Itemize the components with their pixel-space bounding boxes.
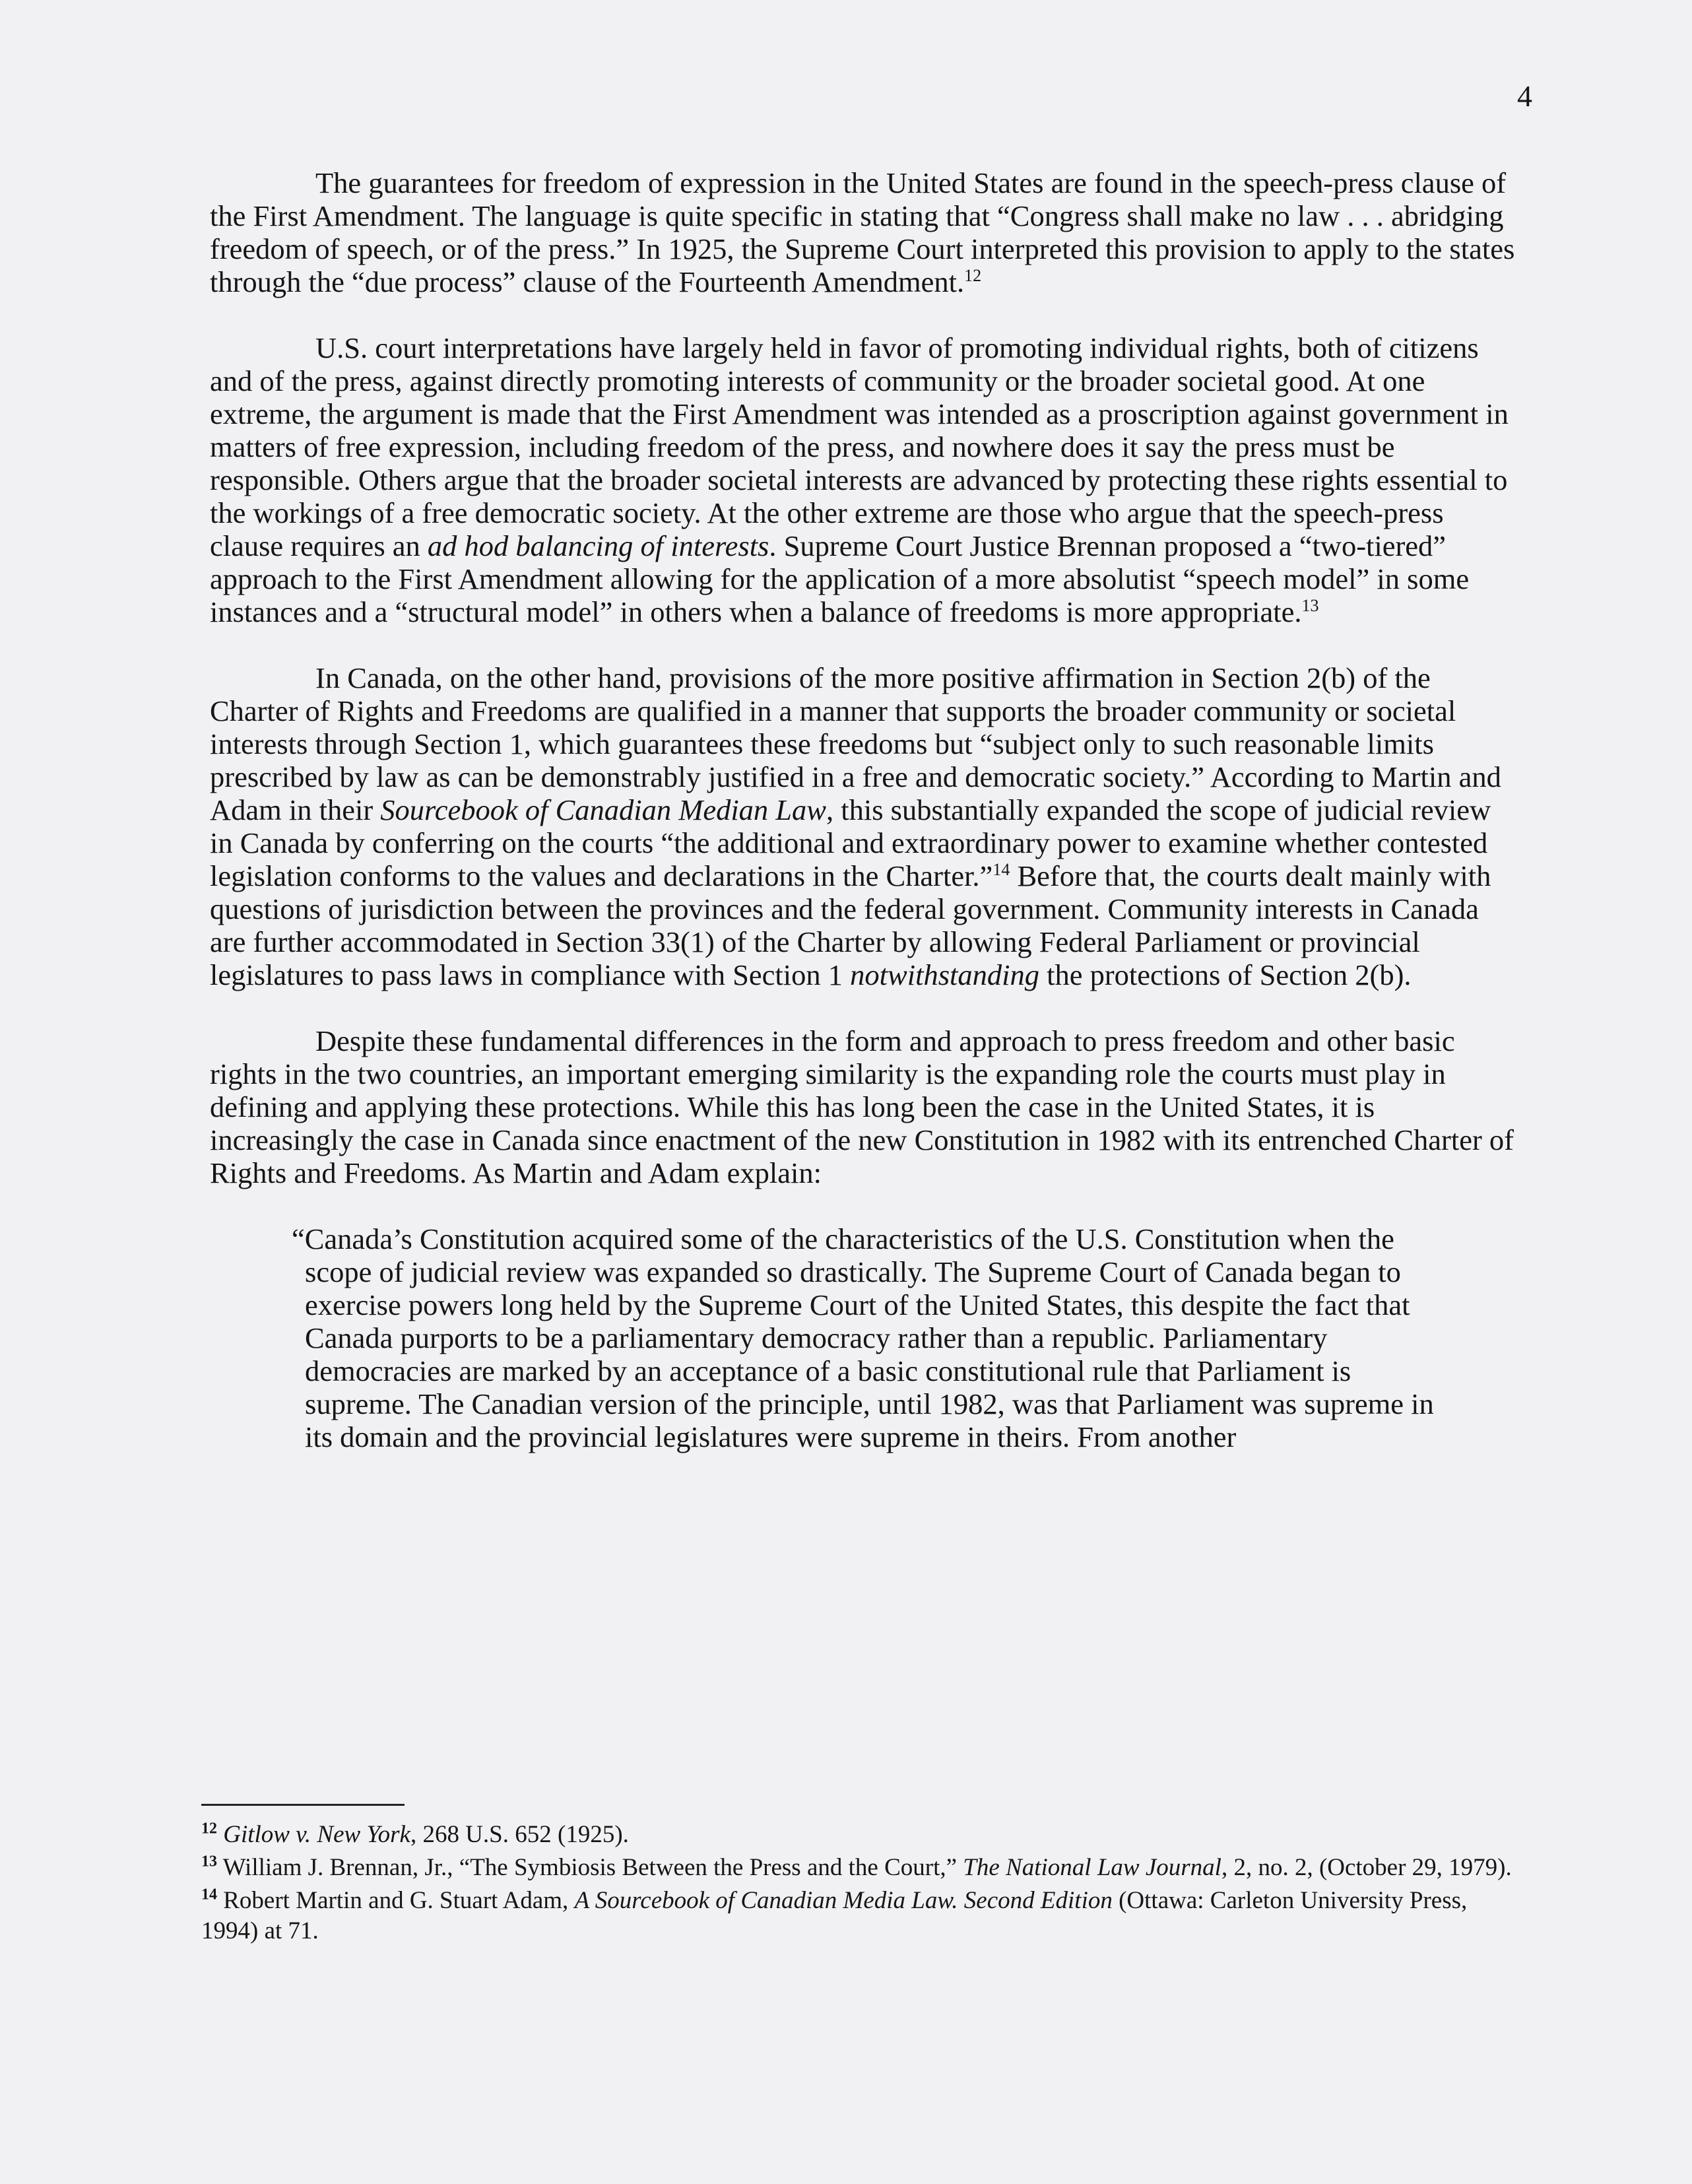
case-name: Gitlow v. New York bbox=[223, 1821, 410, 1848]
page-number: 4 bbox=[1517, 79, 1532, 113]
footnote-number: 12 bbox=[201, 1820, 217, 1837]
italic-word: notwithstanding bbox=[850, 958, 1039, 991]
footnote-text: (Ottawa: Carleton University Press, 1994) at 71. bbox=[201, 1887, 1468, 1944]
paragraph-text: , this substantially expanded the scope of judicial review in Canada by conferring on the courts “the additional and extraordinary power to examine whether contested legislation conforms to the values and declarations in the Charter.” bbox=[210, 793, 1491, 892]
paragraph-text: . Supreme Court Justice Brennan proposed a “two-tiered” approach to the First Amendment allowing for the application of a more absolutist “speech model” in some instances and a “structural model” in others when a balance of freedoms is more appropriate. bbox=[210, 529, 1470, 628]
footnote-ref: 13 bbox=[1301, 596, 1319, 616]
italic-title: Sourcebook of Canadian Median Law bbox=[380, 793, 826, 826]
italic-phrase: ad hod balancing of interests bbox=[427, 529, 769, 562]
journal-title: The National Law Journal bbox=[963, 1854, 1221, 1881]
footnotes bbox=[201, 1820, 1514, 1949]
footnote-divider bbox=[201, 1804, 405, 1806]
footnote-12 bbox=[201, 1820, 1514, 1850]
paragraph-canada bbox=[210, 661, 1520, 991]
footnote-text: William J. Brennan, Jr., “The Symbiosis Between the Press and the Court,” bbox=[222, 1854, 963, 1881]
paragraph-text: Despite these fundamental differences in the form and approach to press freedom and other basic rights in the two countries, an important emerging similarity is the expanding role the courts must play in defining and applying these protections. While this has long been the case in the United States, it is increasingly the case in Canada since enactment of the new Constitution in 1982 with its entrenched Charter of Rights and Freedoms. As Martin and Adam explain: bbox=[210, 1024, 1514, 1189]
footnote-text: , 2, no. 2, (October 29, 1979). bbox=[1221, 1854, 1512, 1881]
footnote-ref: 14 bbox=[992, 860, 1010, 880]
body-text bbox=[210, 166, 1520, 1453]
footnote-14 bbox=[201, 1886, 1514, 1946]
block-quote bbox=[292, 1222, 1460, 1453]
footnote-number: 14 bbox=[201, 1886, 217, 1903]
paragraph-text: In Canada, on the other hand, provisions of the more positive affirmation in Section 2(b) of the Charter of Rights and Freedoms are qualified in a manner that supports the broader community or societal interests through Section 1, which guarantees these freedoms but “subject only to such reasonable limits prescribed by law as can be demonstrably justified in a free and democratic society.” According to Martin and Adam in their bbox=[210, 661, 1501, 826]
footnote-number: 13 bbox=[201, 1853, 217, 1870]
footnote-text: , 268 U.S. 652 (1925). bbox=[410, 1821, 629, 1848]
footnote-13 bbox=[201, 1853, 1514, 1883]
paragraph-first-amendment bbox=[210, 166, 1520, 298]
quote-text: “Canada’s Constitution acquired some of the characteristics of the U.S. Constitution when the scope of judicial review was expanded so drastically. The Supreme Court of Canada began to exercise powers long held by the Supreme Court of the United States, this despite the fact that Canada purports to be a parliamentary democracy rather than a republic. Parliamentary democracies are marked by an acceptance of a basic constitutional rule that Parliament is supreme. The Canadian version of the principle, until 1982, was that Parliament was supreme in its domain and the provincial legislatures were supreme in theirs. From another bbox=[292, 1222, 1434, 1453]
footnote-text: Robert Martin and G. Stuart Adam, bbox=[223, 1887, 575, 1914]
paragraph-text: Before that, the courts dealt mainly with questions of jurisdiction between the provinces and the federal government. Community interests in Canada are further accommodated in Section 33(1) of the Charter by allowing Federal Parliament or provincial legislatures to pass laws in compliance with Section 1 bbox=[210, 859, 1491, 991]
paragraph-text: The guarantees for freedom of expression in the United States are found in the speech-press clause of the First Amendment. The language is quite specific in stating that “Congress shall make no law . . . abridging freedom of speech, or of the press.” In 1925, the Supreme Court interpreted this provision to apply to the states through the “due process” clause of the Fourteenth Amendment. bbox=[210, 166, 1515, 298]
footnote-ref: 12 bbox=[964, 266, 982, 286]
book-title: A Sourcebook of Canadian Media Law. Second Edition bbox=[574, 1887, 1113, 1914]
paragraph-text: U.S. court interpretations have largely held in favor of promoting individual rights, both of citizens and of the press, against directly promoting interests of community or the broader societal good. At one extreme, the argument is made that the First Amendment was intended as a proscription against government in matters of free expression, including freedom of the press, and nowhere does it say the press must be responsible. Others argue that the broader societal interests are advanced by protecting these rights essential to the workings of a free democratic society. At the other extreme are those who argue that the speech-press clause requires an bbox=[210, 331, 1509, 562]
paragraph-text: the protections of Section 2(b). bbox=[1039, 958, 1412, 991]
paragraph-similarity bbox=[210, 1024, 1520, 1189]
paragraph-us-courts bbox=[210, 331, 1520, 628]
